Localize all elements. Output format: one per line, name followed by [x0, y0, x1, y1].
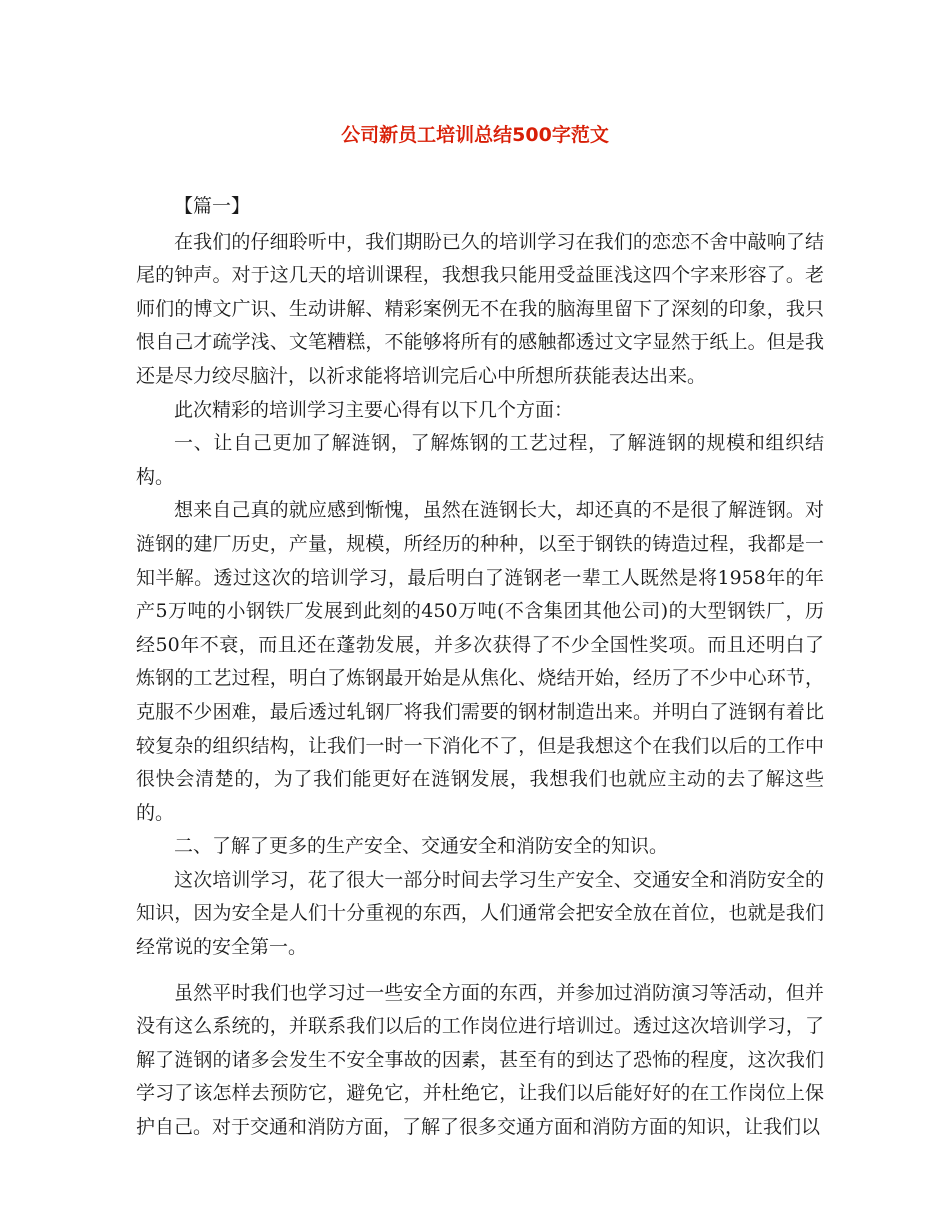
- section-label: 【篇一】: [174, 195, 251, 217]
- paragraph-point-two-heading: 二、了解了更多的生产安全、交通安全和消防安全的知识。: [174, 835, 669, 858]
- paragraph-point-one-heading: 一、让自己更加了解涟钢，了解炼钢的工艺过程，了解涟钢的规模和组织结构。: [136, 432, 824, 488]
- paragraph-intro: 在我们的仔细聆听中，我们期盼已久的培训学习在我们的恋恋不舍中敲响了结尾的钟声。对于这几天的培训课程，我想我只能用受益匪浅这四个字来形容了。老师们的博文广识、生动讲解、精彩案例无不在我的脑海里留下了深刻的印象，我只恨自己才疏学浅、文笔糟糕，不能够将所有的感触都透过文字显然于纸上。但是我还是尽力绞尽脑汁，以祈求能将培训完后心中所想所获能表达出来。: [136, 230, 824, 387]
- paragraph-summary-heading: 此次精彩的培训学习主要心得有以下几个方面：: [174, 398, 574, 421]
- document-body: [136, 190, 824, 1145]
- paragraph-safety-training: 这次培训学习，花了很大一部分时间去学习生产安全、交通安全和消防安全的知识，因为安全是人们十分重视的东西，人们通常会把安全放在首位，也就是我们经常说的安全第一。: [136, 868, 824, 959]
- paragraph-safety-details: 虽然平时我们也学习过一些安全方面的东西，并参加过消防演习等活动，但并没有这么系统的，并联系我们以后的工作岗位进行培训过。透过这次培训学习，了解了涟钢的诸多会发生不安全事故的因素，甚至有的到达了恐怖的程度，这次我们学习了该怎样去预防它，避免它，并杜绝它，让我们以后能好好的在工作岗位上保护自己。对于交通和消防方面，了解了很多交通方面和消防方面的知识，让我们以: [136, 981, 824, 1139]
- paragraph-point-one-body: 想来自己真的就应感到惭愧，虽然在涟钢长大，却还真的不是很了解涟钢。对涟钢的建厂历史，产量，规模，所经历的种种，以至于钢铁的铸造过程，我都是一知半解。透过这次的培训学习，最后明白了涟钢老一辈工人既然是将1958年的年产5万吨的小钢铁厂发展到此刻的450万吨(不含集团其他公司)的大型钢铁厂，历经50年不衰，而且还在蓬勃发展，并多次获得了不少全国性奖项。而且还明白了炼钢的工艺过程，明白了炼钢最开始是从焦化、烧结开始，经历了不少中心环节，克服不少困难，最后透过轧钢厂将我们需要的钢材制造出来。并明白了涟钢有着比较复杂的组织结构，让我们一时一下消化不了，但是我想这个在我们以后的工作中很快会清楚的，为了我们能更好在涟钢发展，我想我们也就应主动的去了解这些的。: [136, 499, 824, 824]
- document-title: 公司新员工培训总结500字范文: [341, 124, 609, 146]
